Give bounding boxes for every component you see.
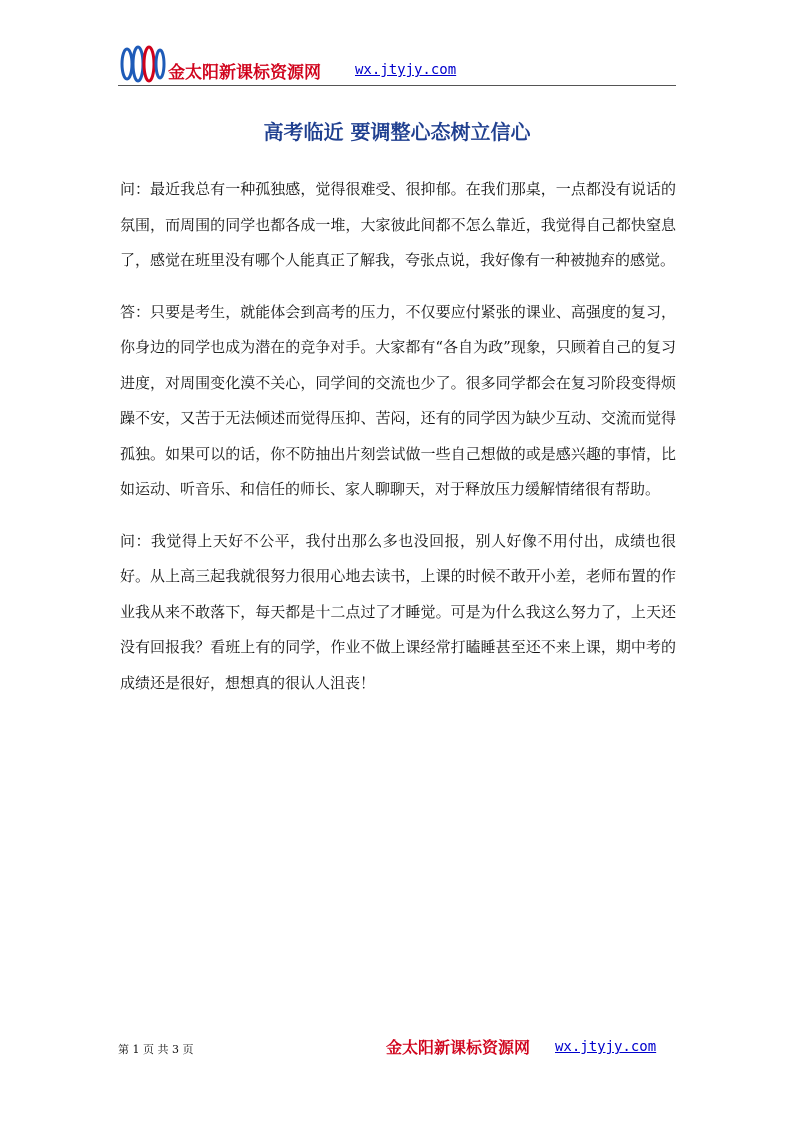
paragraph-answer-1: 答：只要是考生，就能体会到高考的压力，不仅要应付紧张的课业、高强度的复习，你身边的同学也成为潜在的竞争对手。大家都有“各自为政”现象，只顾着自己的复习进度，对周围变化漠不关心，同学间的交流也少了。很多同学都会在复习阶段变得烦躁不安，又苦于无法倾述而觉得压抑、苦闷，还有的同学因为缺少互动、交流而觉得孤独。如果可以的话，你不防抽出片刻尝试做一些自己想做的或是感兴趣的事情，比如运动、听音乐、和信任的师长、家人聊聊天，对于释放压力缓解情绪很有帮助。 (120, 302, 676, 498)
footer-brand: 金太阳新课标资源网 (386, 1038, 531, 1057)
page-number: 第 1 页 共 3 页 (118, 1043, 194, 1056)
page-footer (118, 1031, 676, 1061)
header-divider (118, 85, 676, 86)
footer-site-link[interactable]: wx.jtyjy.com (555, 1039, 657, 1055)
sun-rings-logo-icon (118, 42, 166, 86)
paragraph-question-1: 问：最近我总有一种孤独感，觉得很难受、很抑郁。在我们那桌，一点都没有说话的氛围，而周围的同学也都各成一堆，大家彼此间都不怎么靠近，我觉得自己都快窒息了，感觉在班里没有哪个人能真正了解我，夸张点说，我好像有一种被抛弃的感觉。 (120, 180, 676, 269)
header-brand: 金太阳新课标资源网 (168, 63, 321, 83)
document-title: 高考临近 要调整心态树立信心 (263, 120, 531, 144)
document-body (120, 172, 676, 717)
page-header (118, 42, 676, 86)
header-site-link[interactable]: wx.jtyjy.com (355, 62, 457, 78)
paragraph-question-2: 问：我觉得上天好不公平，我付出那么多也没回报，别人好像不用付出，成绩也很好。从上高三起我就很努力很用心地去读书，上课的时候不敢开小差，老师布置的作业我从来不敢落下，每天都是十二点过了才睡觉。可是为什么我这么努力了，上天还没有回报我？看班上有的同学，作业不做上课经常打瞌睡甚至还不来上课，期中考的成绩还是很好，想想真的很认人沮丧！ (120, 531, 676, 692)
